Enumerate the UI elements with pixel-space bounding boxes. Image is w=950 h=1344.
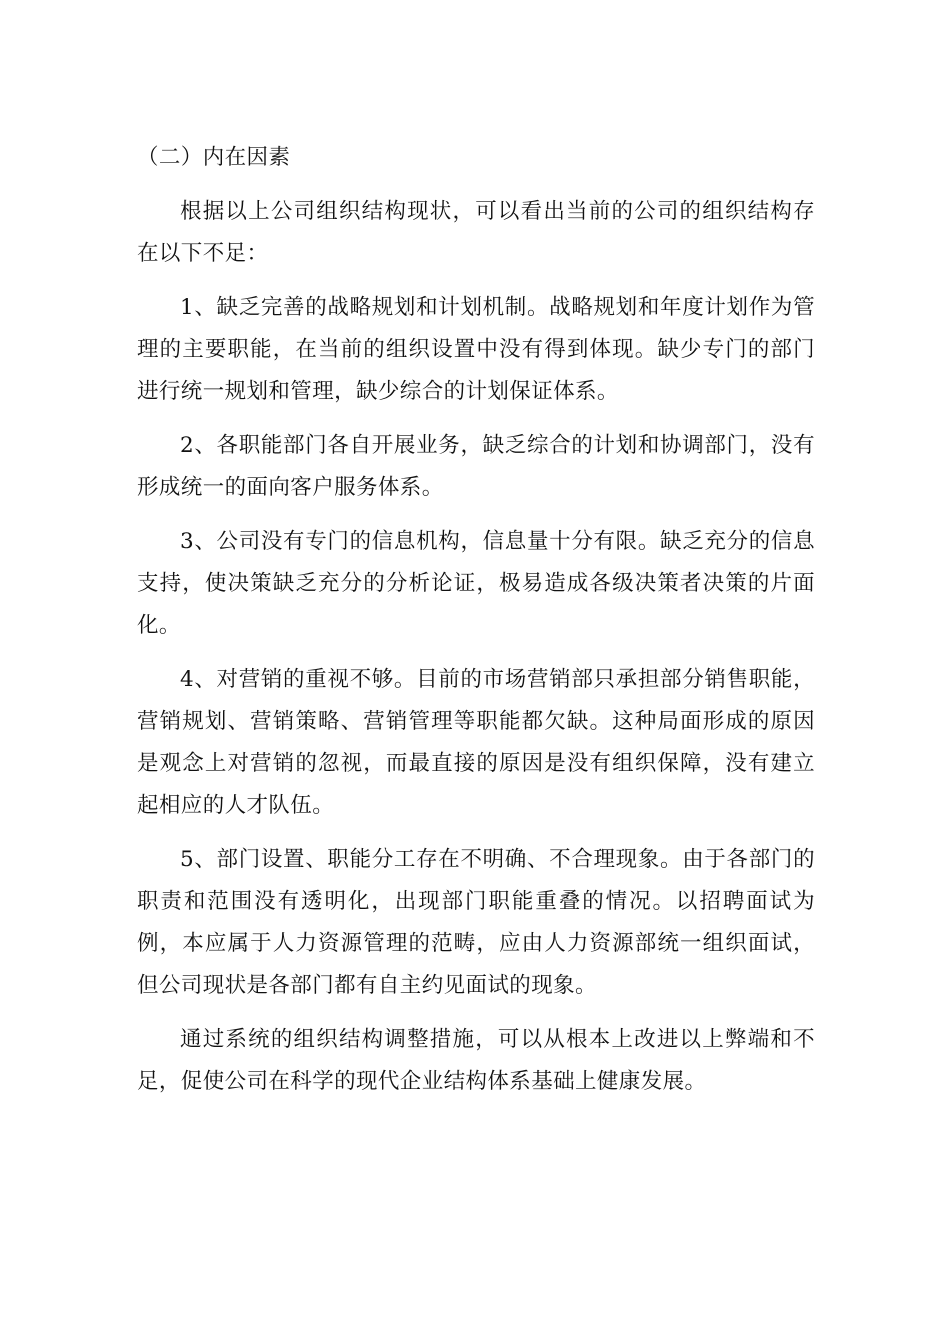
intro-paragraph: 根据以上公司组织结构现状，可以看出当前的公司的组织结构存在以下不足：: [137, 199, 815, 266]
list-item-5: 5、部门设置、职能分工存在不明确、不合理现象。由于各部门的职责和范围没有透明化，出现部门职能重叠的情况。以招聘面试为例，本应属于人力资源管理的范畴，应由人力资源部统一组织面试，但公司现状是各部门都有自主约见面试的现象。: [137, 847, 815, 998]
conclusion-paragraph: 通过系统的组织结构调整措施，可以从根本上改进以上弊端和不足，促使公司在科学的现代企业结构体系基础上健康发展。: [137, 1027, 815, 1094]
list-item-4: 4、对营销的重视不够。目前的市场营销部只承担部分销售职能，营销规划、营销策略、营销管理等职能都欠缺。这种局面形成的原因是观念上对营销的忽视，而最直接的原因是没有组织保障，没有建立起相应的人才队伍。: [137, 667, 815, 818]
section-heading: （二）内在因素: [137, 145, 291, 170]
list-item-2: 2、各职能部门各自开展业务，缺乏综合的计划和协调部门，没有形成统一的面向客户服务体系。: [137, 433, 815, 500]
list-item-3: 3、公司没有专门的信息机构，信息量十分有限。缺乏充分的信息支持，使决策缺乏充分的分析论证，极易造成各级决策者决策的片面化。: [137, 529, 815, 638]
list-item-1: 1、缺乏完善的战略规划和计划机制。战略规划和年度计划作为管理的主要职能，在当前的组织设置中没有得到体现。缺少专门的部门进行统一规划和管理，缺少综合的计划保证体系。: [137, 295, 815, 404]
document-body: [137, 137, 815, 1115]
